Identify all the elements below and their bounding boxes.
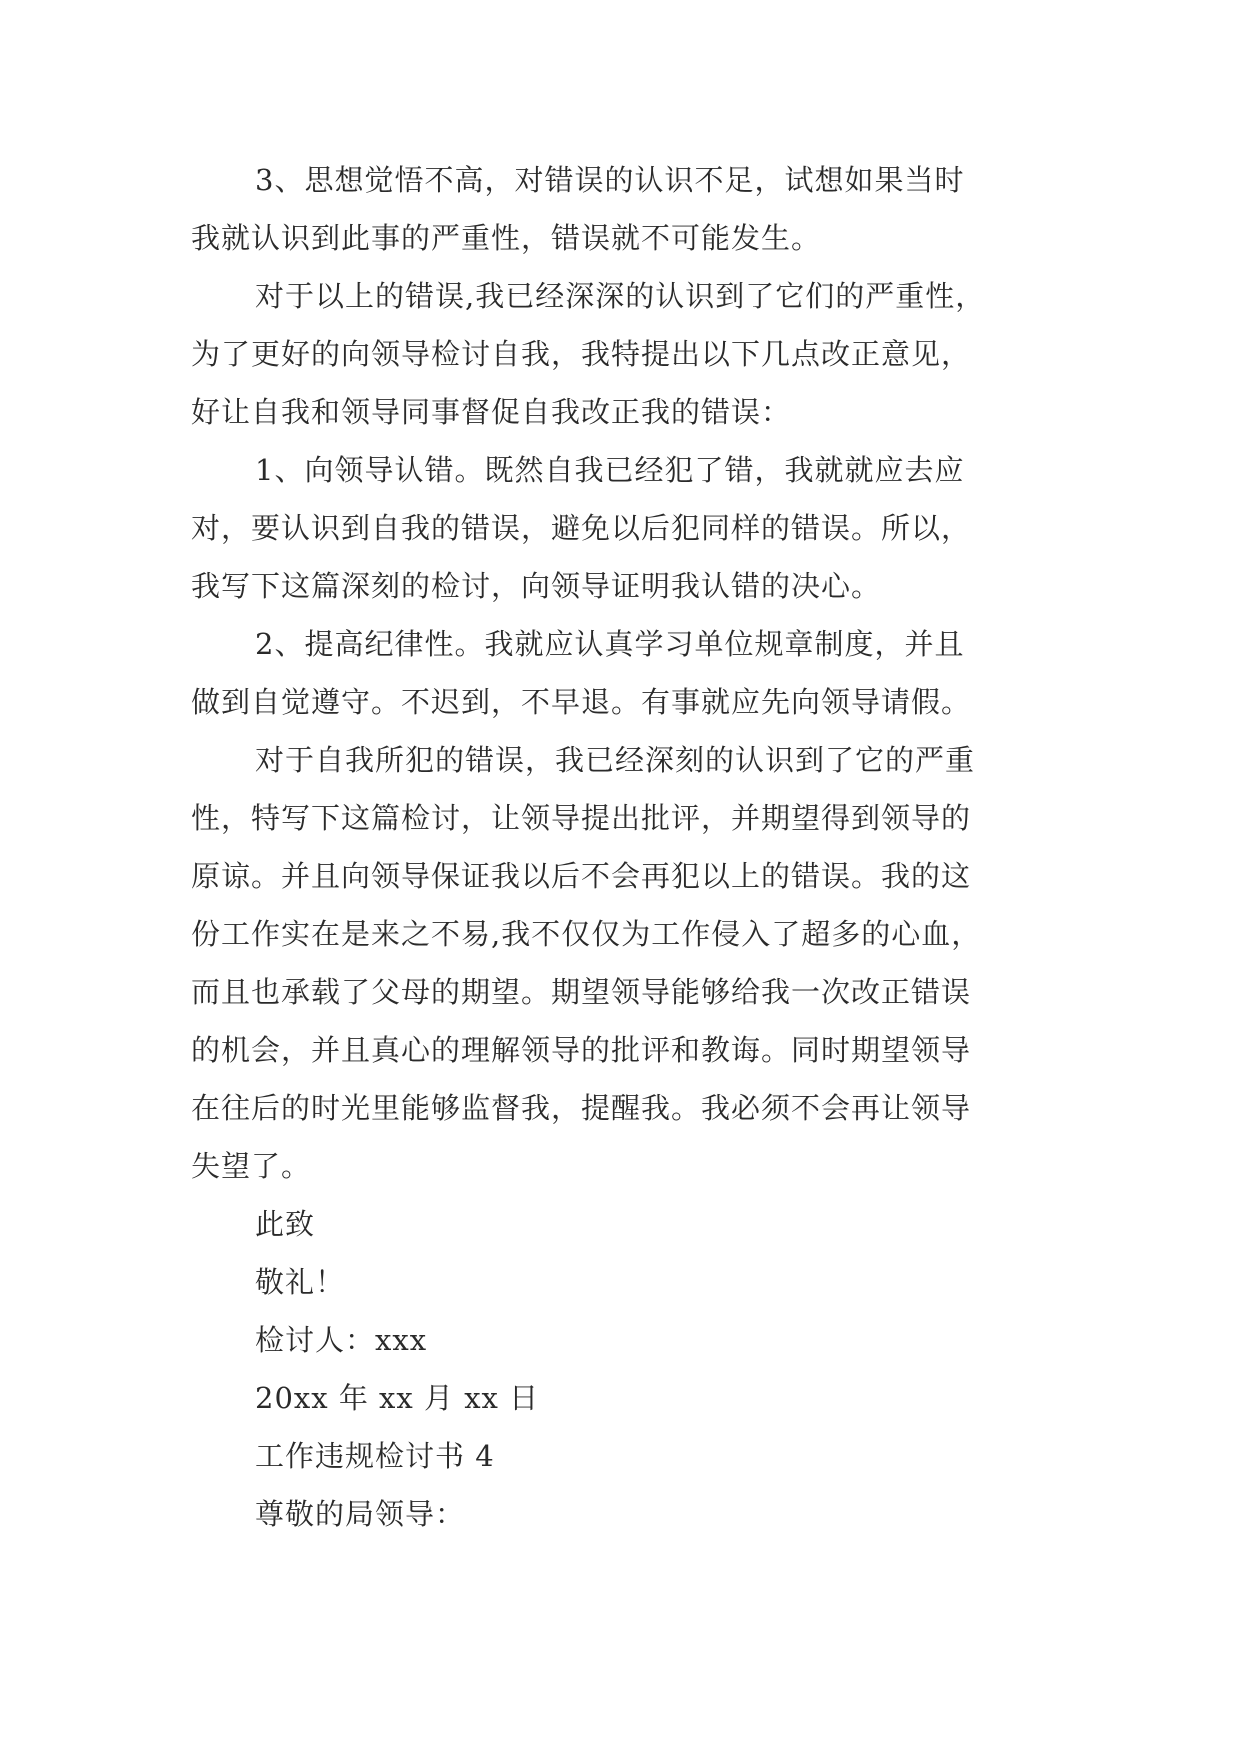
text-line: 对于以上的错误,我已经深深的认识到了它们的严重性， xyxy=(255,279,986,313)
closing-regards: 敬礼！ xyxy=(255,1265,346,1299)
text-line: 1、向领导认错。既然自我已经犯了错，我就就应去应 xyxy=(255,453,965,487)
text-line: 做到自觉遵守。不迟到，不早退。有事就应先向领导请假。 xyxy=(191,685,972,719)
text-line: 3、思想觉悟不高，对错误的认识不足，试想如果当时 xyxy=(255,163,965,197)
text-line: 我写下这篇深刻的检讨，向领导证明我认错的决心。 xyxy=(191,569,882,603)
text-line: 在往后的时光里能够监督我，提醒我。我必须不会再让领导 xyxy=(191,1091,972,1125)
text-line: 份工作实在是来之不易,我不仅仅为工作侵入了超多的心血， xyxy=(191,917,982,951)
text-line: 失望了。 xyxy=(191,1149,312,1183)
text-line: 为了更好的向领导检讨自我，我特提出以下几点改正意见， xyxy=(191,337,972,371)
text-line: 的机会，并且真心的理解领导的批评和教诲。同时期望领导 xyxy=(191,1033,972,1067)
greeting-line: 尊敬的局领导： xyxy=(255,1497,466,1531)
text-line: 2、提高纪律性。我就应认真学习单位规章制度，并且 xyxy=(255,627,965,661)
section-title: 工作违规检讨书 4 xyxy=(255,1439,495,1473)
text-line: 好让自我和领导同事督促自我改正我的错误： xyxy=(191,395,792,429)
text-line: 性，特写下这篇检讨，让领导提出批评，并期望得到领导的 xyxy=(191,801,972,835)
text-line: 对，要认识到自我的错误，避免以后犯同样的错误。所以， xyxy=(191,511,972,545)
closing-salutation: 此致 xyxy=(255,1207,316,1241)
text-line: 对于自我所犯的错误，我已经深刻的认识到了它的严重 xyxy=(255,743,976,777)
signature-line: 检讨人：xxx xyxy=(255,1323,428,1357)
text-line: 原谅。并且向领导保证我以后不会再犯以上的错误。我的这 xyxy=(191,859,972,893)
date-line: 20xx 年 xx 月 xx 日 xyxy=(255,1381,540,1415)
text-line: 而且也承载了父母的期望。期望领导能够给我一次改正错误 xyxy=(191,975,972,1009)
text-line: 我就认识到此事的严重性，错误就不可能发生。 xyxy=(191,221,822,255)
